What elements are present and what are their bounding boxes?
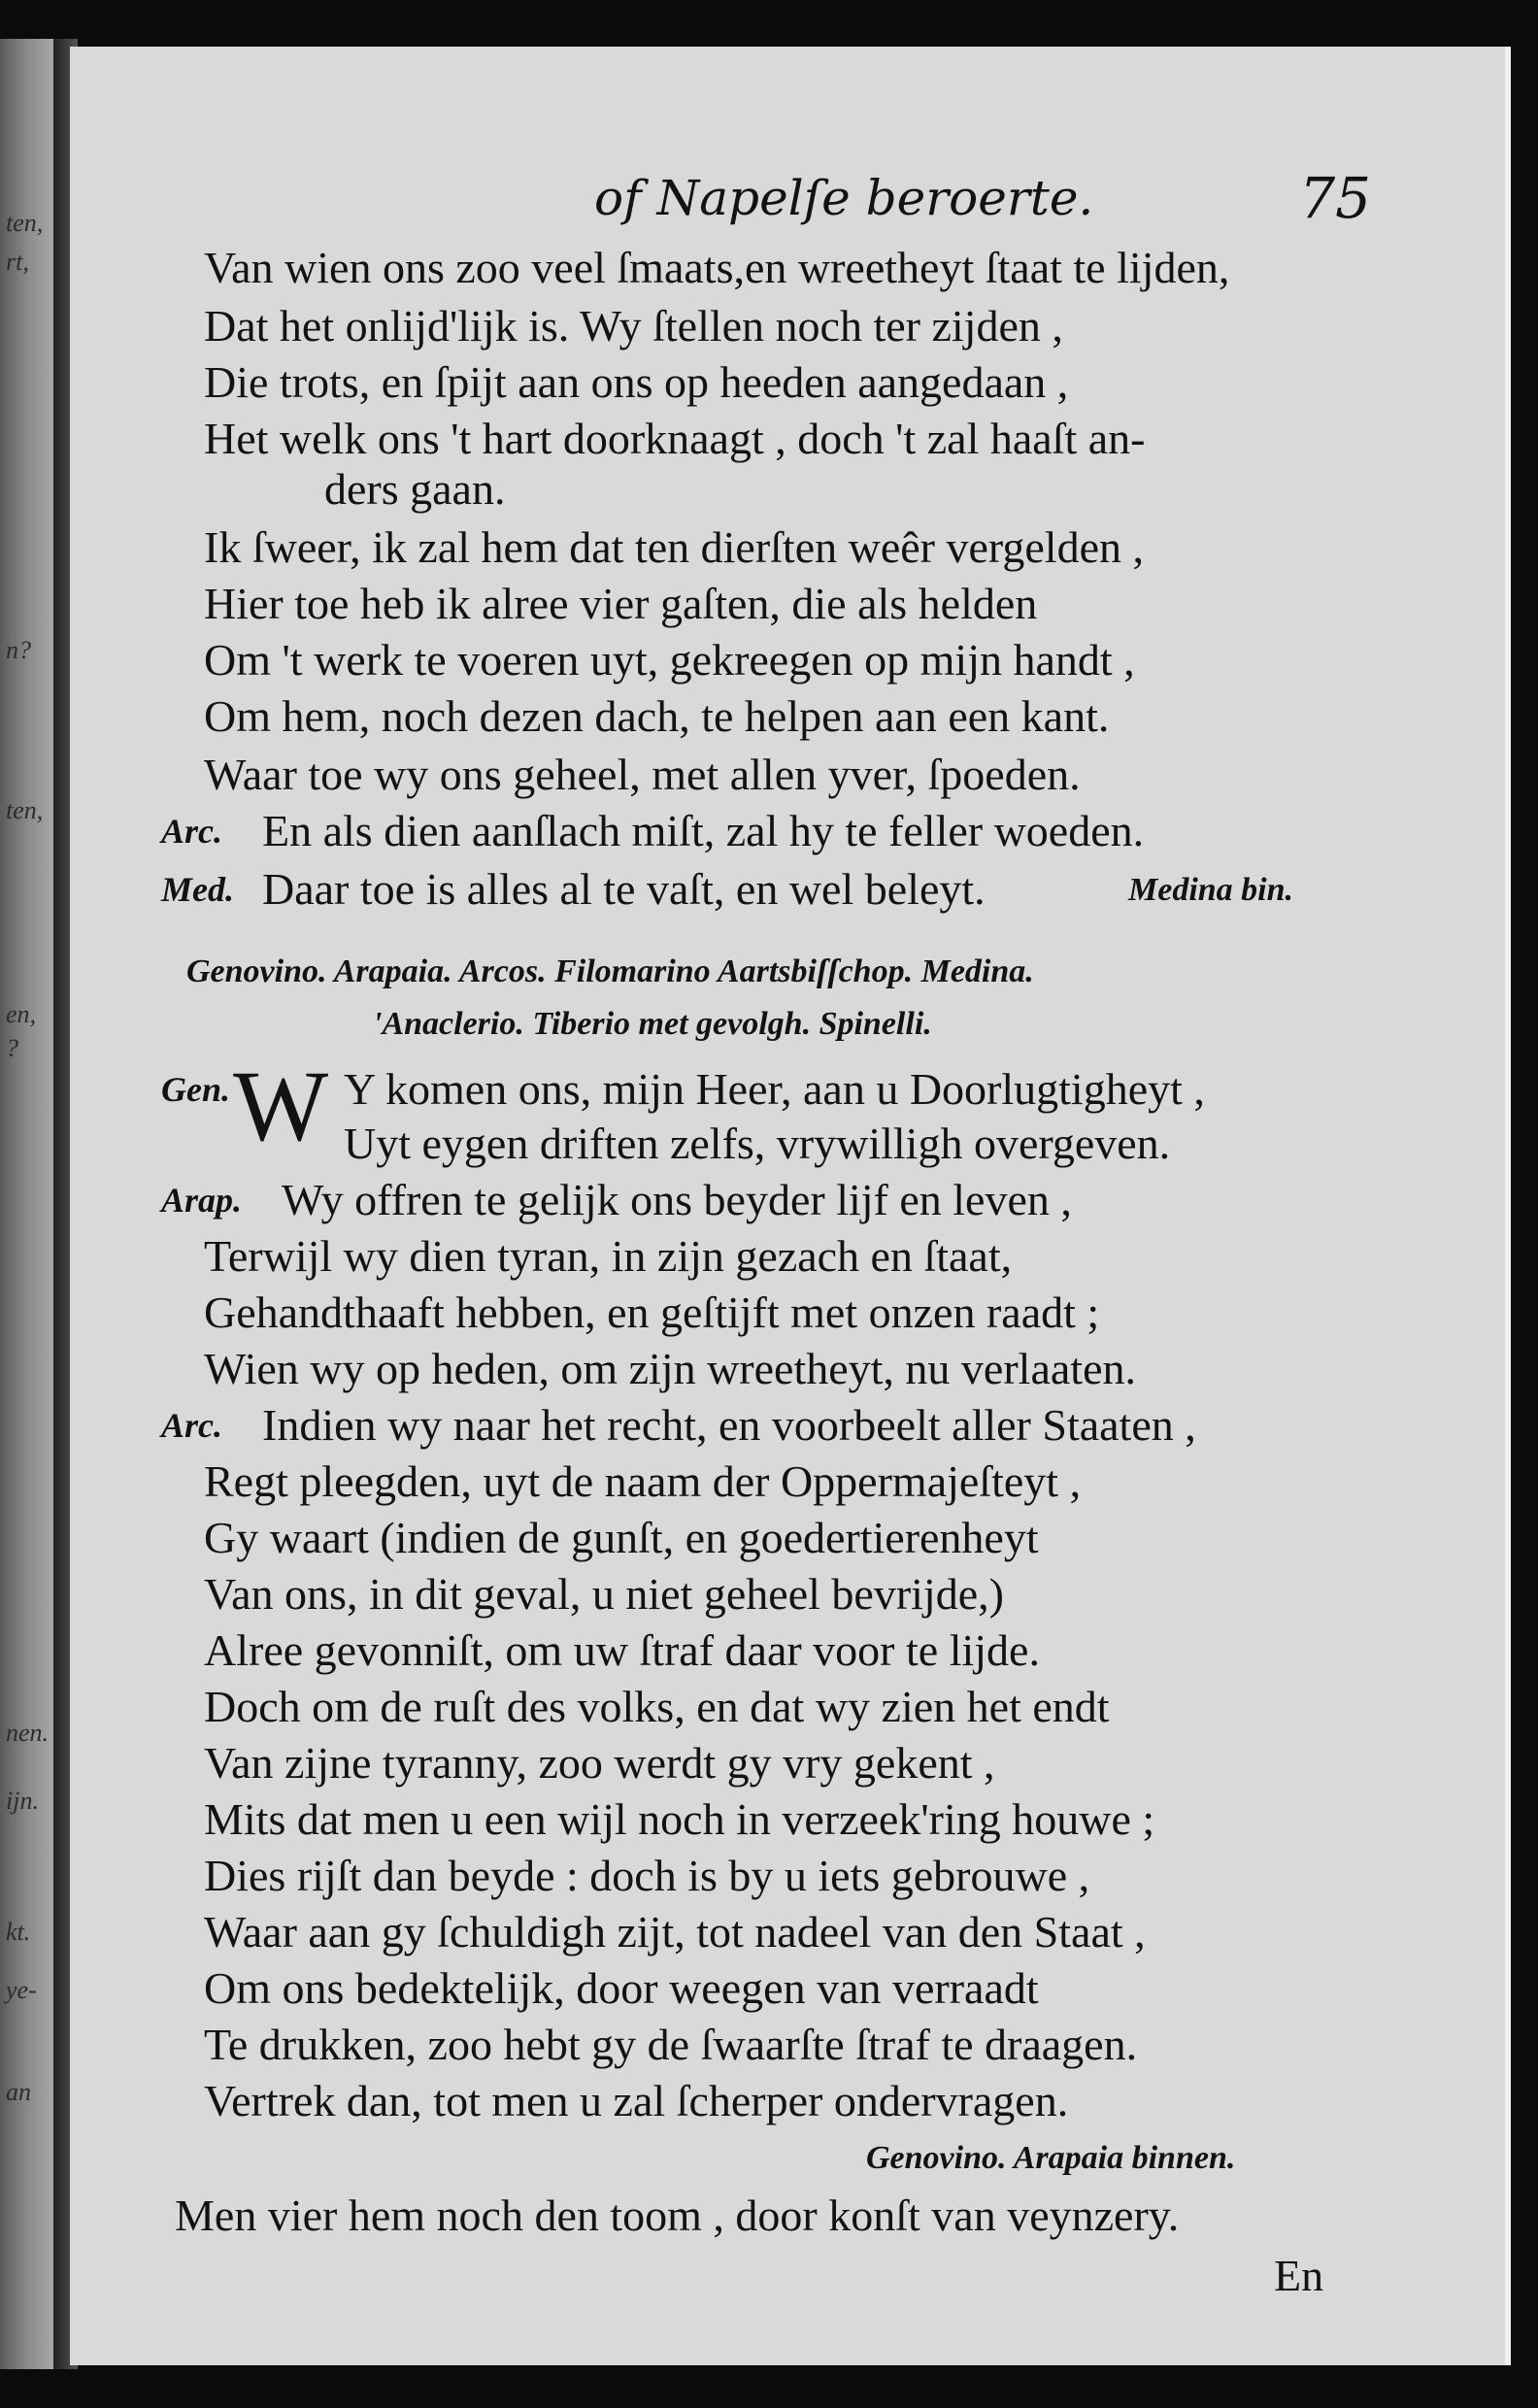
verse-line: Alree gevonniſt, om uw ſtraf daar voor te lijde. [204, 1625, 1040, 1675]
verse-line: Dat het onlijd'lijk is. Wy ſtellen noch ter zijden , [204, 301, 1063, 351]
verso-fragment: rt, [6, 248, 29, 276]
verso-fragment: an [6, 2078, 31, 2106]
running-head [517, 159, 1371, 237]
page-text [70, 47, 1505, 2365]
verse-line: Gehandthaaft hebben, en geſtijft met onzen raadt ; [204, 1288, 1100, 1337]
verso-fragment: ijn. [6, 1787, 39, 1815]
verse-line: Van wien ons zoo veel ſmaats,en wreetheyt ſtaat te lijden, [204, 243, 1230, 292]
verse-line: Die trots, en ſpijt aan ons op heeden aangedaan , [204, 357, 1069, 407]
verse-line: Daar toe is alles al te vaſt, en wel beleyt. [262, 864, 986, 914]
speaker-label: Arap. [161, 1181, 243, 1220]
verso-fragment: en, [6, 1000, 37, 1028]
stage-cast-line: Genovino. Arapaia. Arcos. Filomarino Aartsbiſſchop. Medina. [186, 953, 1034, 989]
verse-line: Van ons, in dit geval, u niet geheel bevrijde,) [204, 1569, 1004, 1619]
verse-line: Hier toe heb ik alree vier gaſten, die als helden [204, 579, 1038, 628]
verse-line: Om ons bedektelijk, door weegen van verraadt [204, 1963, 1039, 2013]
drop-capital: W [233, 1051, 329, 1162]
stage-direction: Medina bin. [1128, 872, 1294, 908]
stage-cast-line: 'Anaclerio. Tiberio met gevolgh. Spinelli. [373, 1006, 932, 1042]
verse-line: Vertrek dan, tot men u zal ſcherper ondervragen. [204, 2076, 1069, 2125]
verse-line: Indien wy naar het recht, en voorbeelt aller Staaten , [262, 1400, 1196, 1450]
speaker-label: Gen. [161, 1070, 230, 1109]
verse-line: Om hem, noch dezen dach, te helpen aan een kant. [204, 691, 1110, 741]
verse-line: ders gaan. [324, 464, 506, 514]
verso-fragment: nen. [6, 1719, 50, 1747]
verse-line: Terwijl wy dien tyran, in zijn gezach en ſtaat, [204, 1231, 1013, 1281]
speaker-label: Med. [161, 870, 234, 909]
speaker-label: Arc. [161, 812, 222, 851]
verse-line: Y komen ons, mijn Heer, aan u Doorlugtigheyt , [344, 1064, 1205, 1114]
speaker-label: Arc. [161, 1406, 222, 1445]
verse-line: Uyt eygen driften zelfs, vrywilligh overgeven. [344, 1119, 1171, 1168]
stage-direction: Genovino. Arapaia binnen. [866, 2140, 1236, 2176]
verse-line: Waar aan gy ſchuldigh zijt, tot nadeel van den Staat , [204, 1907, 1146, 1956]
verse-line: Regt pleegden, uyt de naam der Oppermajeſteyt , [204, 1456, 1082, 1506]
verse-line: Waar toe wy ons geheel, met allen yver, ſpoeden. [204, 750, 1081, 799]
verse-line: Gy waart (indien de gunſt, en goedertierenheyt [204, 1513, 1039, 1562]
verse-line: Te drukken, zoo hebt gy de ſwaarſte ſtraf te draagen. [204, 2020, 1138, 2069]
verse-line: En als dien aanſlach miſt, zal hy te feller woeden. [262, 806, 1145, 855]
verse-line: Het welk ons 't hart doorknaagt , doch 't zal haaſt an- [204, 414, 1146, 463]
verse-line: Dies rijſt dan beyde : doch is by u iets gebrouwe , [204, 1851, 1090, 1900]
verse-line: Men vier hem noch den toom , door konſt van veynzery. [175, 2191, 1180, 2240]
verso-fragment: ten, [6, 209, 44, 237]
verse-line: Wy offren te gelijk ons beyder lijf en leven , [282, 1175, 1072, 1224]
verso-fragment: ten, [6, 796, 44, 824]
verse-line: Doch om de ruſt des volks, en dat wy zien het endt [204, 1682, 1110, 1731]
verse-line: Mits dat men u een wijl noch in verzeek'ring houwe ; [204, 1794, 1155, 1844]
verse-line: Van zijne tyranny, zoo werdt gy vry gekent , [204, 1738, 995, 1788]
verse-line: Wien wy op heden, om zijn wreetheyt, nu verlaaten. [204, 1344, 1136, 1393]
book-page [70, 47, 1511, 2365]
verso-fragment: kt. [6, 1918, 31, 1946]
verso-fragment: ye- [6, 1976, 37, 2004]
verso-fragment: n? [6, 636, 31, 664]
running-title: of Napelſe beroerte. [594, 170, 1094, 226]
verso-fragment: ? [6, 1034, 18, 1062]
catchword: En [1274, 2251, 1324, 2300]
page-number: 75 [1299, 165, 1371, 231]
verse-line: Om 't werk te voeren uyt, gekreegen op mijn handt , [204, 635, 1135, 685]
verse-line: Ik ſweer, ik zal hem dat ten dierſten weêr vergelden , [204, 522, 1144, 572]
